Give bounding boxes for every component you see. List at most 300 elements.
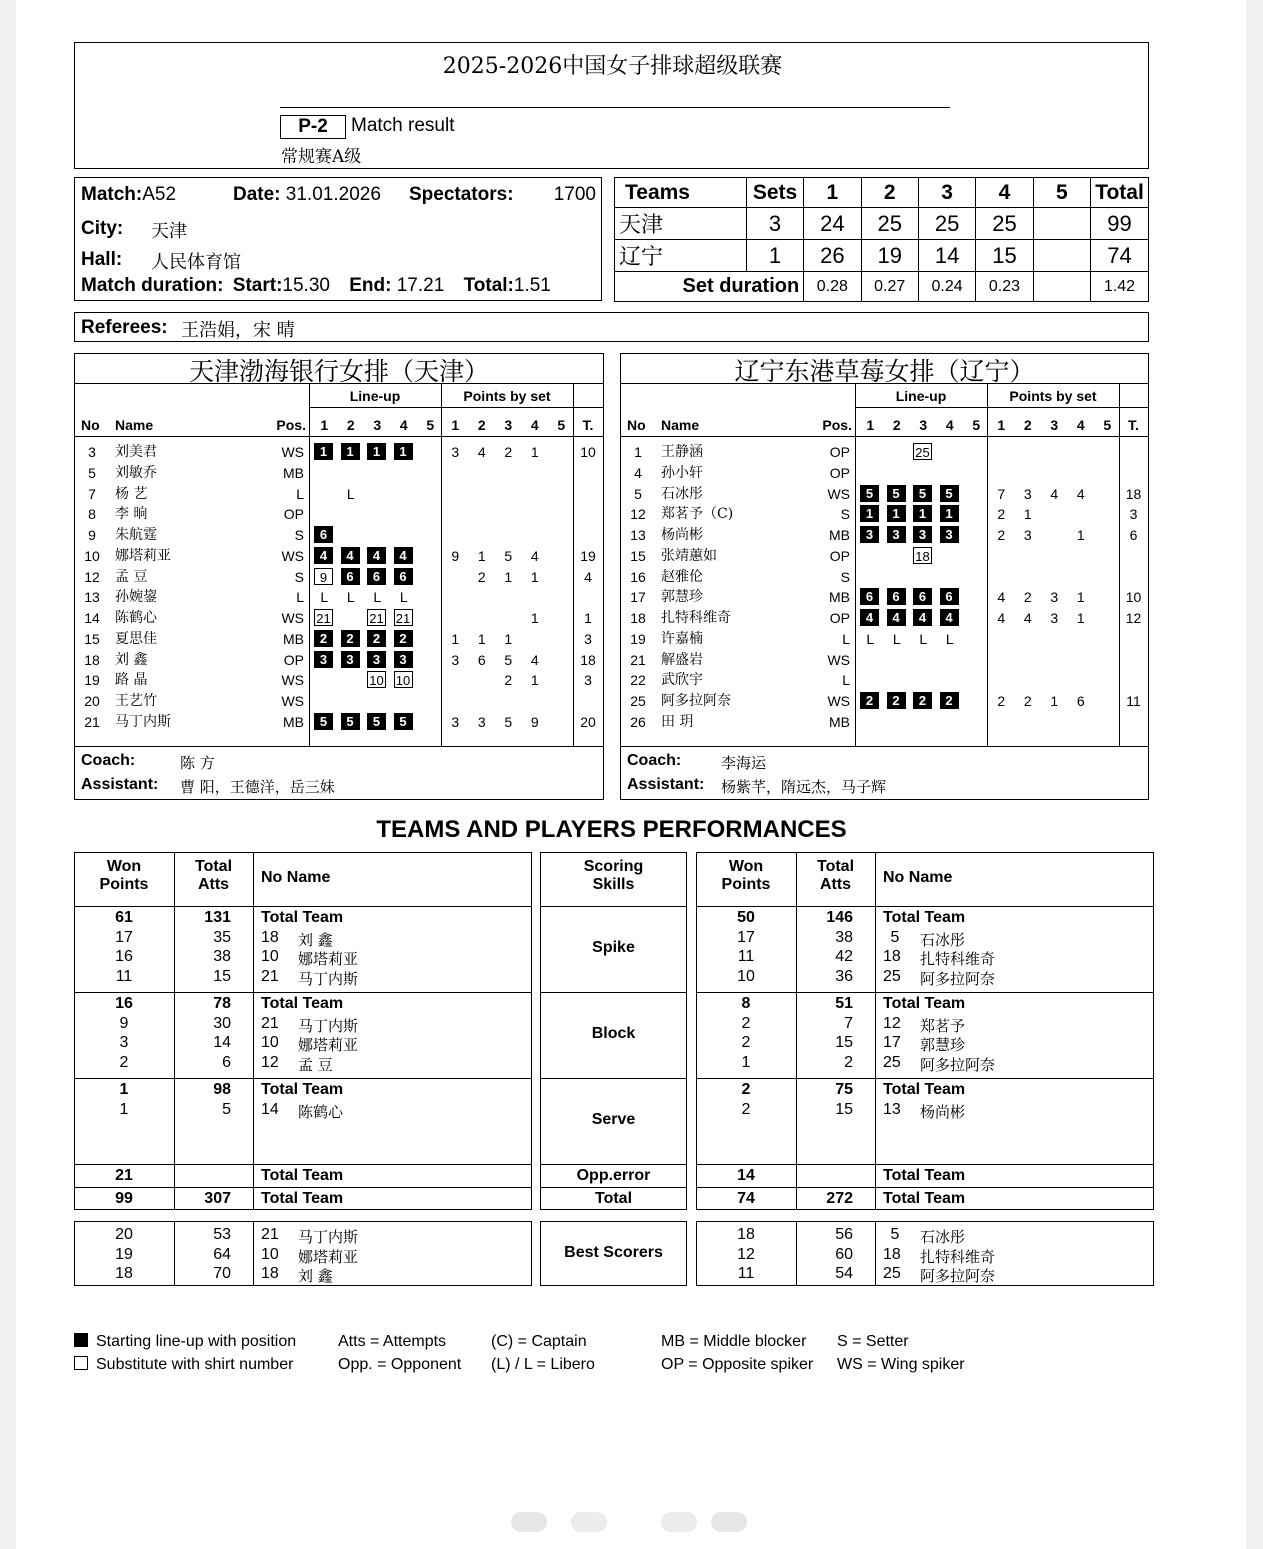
starting-position-box: 5 [367, 713, 386, 730]
level-label: 常规赛A级 [281, 147, 362, 167]
player-position: WS [281, 444, 304, 460]
player-total-points: 11 [1126, 693, 1141, 709]
set-points: 4 [1076, 485, 1085, 502]
won-points: 16 [115, 948, 133, 965]
won-points-header: Points [721, 876, 771, 893]
roster-rule [621, 383, 1148, 384]
points-set-header: 1 [997, 417, 1006, 433]
player-name: 阿多拉阿奈 [920, 969, 996, 988]
set-points: 1 [1076, 610, 1085, 626]
player-row [75, 670, 603, 690]
table-row-rule [540, 1078, 687, 1079]
set-points: 5 [504, 651, 513, 668]
points-set-header: 4 [530, 417, 539, 433]
table-column-rule [253, 1221, 254, 1286]
set-points: 1 [504, 568, 513, 585]
total-attempts: 60 [835, 1245, 853, 1263]
won-points: 11 [737, 1265, 755, 1282]
points-set-header: 5 [1103, 417, 1112, 433]
total-team-label: Total Team [883, 1081, 966, 1098]
player-number: 13 [883, 1100, 901, 1118]
won-points: 1 [119, 1100, 129, 1118]
player-number: 12 [883, 1014, 901, 1032]
player-row [75, 546, 603, 566]
set-points: 2 [1023, 693, 1032, 709]
set-duration-row: Set duration 0.28 0.27 0.24 0.23 1.42 [615, 272, 1149, 302]
legend-s: S = Setter [837, 1333, 909, 1350]
player-number: 12 [84, 568, 100, 585]
table-column-rule [875, 1221, 876, 1286]
set-points: 3 [1023, 527, 1032, 543]
legend-opp: Opp. = Opponent [338, 1356, 462, 1373]
starting-position-box: 6 [394, 568, 413, 585]
date-row: Date: 31.01.2026 [233, 184, 381, 205]
starting-position-box: 5 [887, 485, 906, 502]
starting-position-box: 6 [913, 588, 932, 605]
total-attempts: 78 [213, 995, 231, 1012]
league-title: 2025-2026中国女子排球超级联赛 [442, 54, 783, 79]
table-row-rule [540, 906, 687, 907]
won-points: 8 [741, 995, 751, 1012]
roster-rule [75, 436, 603, 437]
legend-op: OP = Opposite spiker [661, 1356, 814, 1373]
starting-position-box: 1 [341, 443, 360, 460]
player-position: MB [829, 713, 850, 730]
player-position: WS [827, 485, 850, 502]
player-number: 5 [634, 485, 642, 502]
starting-position-box: 3 [860, 526, 879, 543]
lineup-set-header: 5 [426, 417, 435, 433]
total-attempts: 5 [222, 1100, 231, 1118]
total-team-label: Total Team [261, 1167, 344, 1184]
player-number: 14 [84, 610, 100, 626]
player-position: L [296, 485, 304, 502]
starting-position-box: 1 [887, 505, 906, 522]
roster-rule [75, 746, 603, 747]
starting-position-box: 4 [394, 547, 413, 564]
player-name: 武欣宇 [661, 672, 703, 689]
player-number: 8 [88, 506, 96, 523]
won-points: 18 [737, 1226, 755, 1243]
lineup-header: Line-up [349, 388, 401, 404]
starting-position-box: 6 [314, 526, 333, 543]
player-position: L [296, 589, 304, 606]
no-header: No [627, 417, 646, 433]
set-points: 4 [997, 589, 1006, 606]
name-header: Name [115, 417, 154, 433]
player-row [621, 629, 1148, 649]
player-number: 25 [883, 1053, 901, 1071]
won-points: 19 [115, 1245, 133, 1263]
set-points: 2 [504, 672, 513, 689]
won-points: 11 [737, 948, 755, 965]
pos-header: Pos. [276, 417, 306, 433]
player-name: 刘敏乔 [115, 464, 157, 481]
substitute-number-box: 10 [394, 671, 413, 688]
won-points: 16 [115, 995, 133, 1012]
set-points: 1 [530, 444, 539, 460]
won-points-header: Points [99, 876, 149, 893]
won-points: 61 [115, 909, 133, 926]
player-name: 刘 鑫 [298, 1267, 333, 1285]
player-total-points: 10 [1125, 589, 1142, 606]
total-attempts: 6 [222, 1053, 231, 1071]
player-name: 刘 鑫 [115, 651, 148, 668]
player-name: 阿多拉阿奈 [661, 693, 731, 709]
won-points-header: Won [106, 858, 142, 875]
won-points: 1 [741, 1053, 751, 1071]
empty-square-icon [74, 1356, 88, 1370]
player-name: 郑茗予 [920, 1016, 966, 1035]
roster-rule [855, 407, 1148, 408]
player-row [75, 504, 603, 524]
player-name: 孙小轩 [661, 464, 703, 481]
starting-position-box: 2 [860, 692, 879, 709]
player-row [75, 567, 603, 587]
scoring-skills-header: Skills [592, 876, 635, 893]
set-points: 1 [477, 547, 486, 564]
starting-position-box: 3 [341, 651, 360, 668]
page-dot [571, 1512, 607, 1532]
player-position: OP [829, 464, 850, 481]
player-position: S [294, 568, 304, 585]
set-points: 4 [477, 444, 486, 460]
won-points: 10 [737, 967, 755, 985]
player-name: 田 玥 [661, 713, 694, 730]
total-attempts: 38 [213, 948, 231, 965]
filled-square-icon [74, 1333, 88, 1347]
total-attempts: 98 [213, 1081, 231, 1098]
won-points: 2 [741, 1034, 751, 1051]
player-name: 刘美君 [115, 444, 157, 460]
points-set-header: 3 [1050, 417, 1059, 433]
legend-substitute: Substitute with shirt number [74, 1356, 293, 1374]
total-attempts: 36 [835, 967, 853, 985]
player-total-points: 18 [580, 651, 596, 668]
total-attempts: 272 [826, 1190, 853, 1207]
lineup-set-header: 5 [972, 417, 981, 433]
roster-rule [621, 746, 1148, 747]
set-points: 1 [1023, 506, 1032, 523]
player-position: S [294, 527, 304, 543]
player-name: 杨尚彬 [661, 527, 703, 543]
player-number: 15 [84, 630, 100, 647]
total-attempts: 15 [835, 1100, 853, 1118]
roster-rule [621, 436, 1148, 437]
hall-value: 人民体育馆 [151, 252, 241, 273]
starting-position-box: 4 [341, 547, 360, 564]
player-name: 娜塔莉亚 [298, 1247, 359, 1266]
starting-position-box: 2 [940, 692, 959, 709]
starting-position-box: 2 [314, 630, 333, 647]
lineup-set-header: 1 [320, 417, 329, 433]
player-row [621, 484, 1148, 504]
starting-position-box: 2 [887, 692, 906, 709]
set-points: 2 [997, 527, 1006, 543]
player-number: 3 [88, 444, 96, 460]
player-total-points: 18 [1125, 485, 1142, 502]
starting-position-box: 1 [394, 443, 413, 460]
total-header: T. [582, 417, 594, 433]
starting-position-box: 4 [314, 547, 333, 564]
won-points: 2 [119, 1053, 129, 1071]
duration-row: Match duration: Start:15.30 End: 17.21 Total:1.51 [81, 275, 551, 296]
player-number: 21 [261, 1226, 279, 1243]
starting-position-box: 5 [314, 713, 333, 730]
player-row [75, 525, 603, 545]
total-team-label: Total Team [883, 1190, 966, 1207]
home-roster [74, 353, 604, 800]
player-name: 杨尚彬 [920, 1102, 966, 1121]
player-name: 夏思佳 [115, 630, 157, 647]
set-points: 5 [504, 713, 513, 730]
starting-position-box: 3 [913, 526, 932, 543]
no-header: No [81, 417, 100, 433]
player-row [75, 691, 603, 711]
player-position: L [842, 672, 850, 689]
header-box [74, 42, 1149, 169]
referees-value: 王浩娟，宋 晴 [181, 320, 295, 341]
won-points: 2 [741, 1100, 751, 1118]
starting-position-box: 4 [913, 609, 932, 626]
player-name: 马丁内斯 [298, 969, 359, 988]
player-number: 14 [261, 1100, 279, 1118]
player-row [621, 670, 1148, 690]
total-attempts: 146 [826, 909, 853, 926]
libero-marker: L [919, 630, 928, 647]
starting-position-box: 3 [940, 526, 959, 543]
set-points: 1 [1076, 527, 1085, 543]
starting-position-box: 1 [860, 505, 879, 522]
player-number: 22 [630, 672, 646, 689]
table-row-rule [540, 1164, 687, 1165]
player-row [621, 504, 1148, 524]
player-total-points: 3 [584, 672, 592, 689]
player-number: 17 [630, 589, 646, 606]
libero-marker: L [346, 589, 355, 606]
starting-position-box: 5 [394, 713, 413, 730]
skill-opp_error-label: Opp.error [576, 1167, 651, 1184]
assistant-names: 杨紫芊，隋远杰，马子辉 [721, 778, 887, 796]
starting-position-box: 6 [887, 588, 906, 605]
player-number: 5 [890, 928, 900, 946]
starting-position-box: 1 [314, 443, 333, 460]
points-header: Points by set [1009, 388, 1097, 404]
player-name: 郑茗予（C) [661, 506, 734, 523]
set-points: 2 [1023, 589, 1032, 606]
player-row [621, 546, 1148, 566]
team-name: 辽宁 [615, 240, 747, 272]
lineup-header: Line-up [895, 388, 947, 404]
player-name: 王艺竹 [115, 693, 157, 709]
player-name: 郭慧珍 [920, 1036, 966, 1054]
player-position: MB [829, 589, 850, 606]
starting-position-box: 5 [860, 485, 879, 502]
player-number: 19 [630, 630, 646, 647]
skill-total-label: Total [594, 1190, 633, 1207]
total-atts-header: Total [816, 858, 855, 875]
substitute-number-box: 25 [913, 443, 932, 460]
lineup-set-header: 1 [866, 417, 875, 433]
set-points: 2 [997, 693, 1006, 709]
total-attempts: 38 [835, 928, 853, 946]
set-points: 4 [1023, 610, 1032, 626]
player-name: 李 晌 [115, 506, 148, 523]
starting-position-box: 3 [394, 651, 413, 668]
player-row [75, 608, 603, 628]
player-number: 18 [630, 610, 646, 626]
coach-label: Coach: [81, 752, 136, 769]
player-number: 12 [261, 1053, 279, 1071]
player-name: 娜塔莉亚 [298, 1036, 359, 1054]
starting-position-box: 6 [367, 568, 386, 585]
won-points-header: Won [728, 858, 764, 875]
coach-name: 李海运 [721, 754, 767, 772]
player-number: 10 [261, 948, 279, 965]
player-position: OP [283, 506, 304, 523]
player-name: 王静涵 [661, 444, 703, 460]
total-attempts: 14 [213, 1034, 231, 1051]
starting-position-box: 3 [314, 651, 333, 668]
set-points: 2 [477, 568, 486, 585]
total-atts-header: Atts [819, 876, 852, 893]
total-attempts: 51 [835, 995, 853, 1012]
player-position: OP [829, 610, 850, 626]
table-row-rule [74, 1164, 532, 1165]
total-attempts: 54 [835, 1265, 853, 1282]
player-name: 赵雅伦 [661, 568, 703, 585]
table-row-rule [696, 992, 1154, 993]
set-points: 3 [477, 713, 486, 730]
total-time: 1.51 [513, 275, 551, 296]
player-total-points: 19 [580, 547, 596, 564]
points-set-header: 5 [557, 417, 566, 433]
start-time: 15.30 [282, 275, 330, 296]
player-name: 陈鹤心 [298, 1102, 344, 1121]
player-position: WS [281, 610, 304, 626]
match-number: A52 [142, 184, 177, 205]
libero-marker: L [866, 630, 875, 647]
total-team-label: Total Team [261, 909, 344, 926]
player-total-points: 3 [584, 630, 592, 647]
libero-marker: L [346, 485, 355, 502]
player-position: S [840, 506, 850, 523]
total-header: T. [1128, 417, 1139, 433]
player-row [621, 463, 1148, 483]
total-attempts: 35 [213, 928, 231, 946]
assistant-label: Assistant: [81, 776, 159, 793]
player-row [75, 587, 603, 607]
player-number: 7 [88, 485, 96, 502]
player-name: 扎特科维奇 [920, 950, 996, 968]
player-name: 孟 豆 [115, 568, 148, 585]
points-set-header: 2 [477, 417, 486, 433]
legend-libero: (L) / L = Libero [491, 1356, 595, 1373]
total-attempts: 64 [213, 1245, 231, 1263]
page-dot [661, 1512, 697, 1532]
libero-marker: L [373, 589, 382, 606]
player-position: MB [283, 464, 304, 481]
player-number: 10 [261, 1245, 279, 1263]
set-points: 3 [1050, 589, 1059, 606]
player-position: OP [283, 651, 304, 668]
starting-position-box: 5 [913, 485, 932, 502]
set-points: 1 [1076, 589, 1085, 606]
skill-block-label: Block [591, 1025, 636, 1042]
total-attempts: 53 [213, 1226, 231, 1243]
player-name: 阿多拉阿奈 [920, 1055, 996, 1074]
player-name: 扎特科维奇 [661, 610, 731, 626]
starting-position-box: 6 [940, 588, 959, 605]
player-position: WS [827, 693, 850, 709]
lineup-set-header: 4 [399, 417, 408, 433]
total-atts-header: Total [194, 858, 233, 875]
total-team-label: Total Team [883, 1167, 966, 1184]
player-total-points: 4 [584, 568, 592, 585]
set-points: 4 [530, 651, 539, 668]
libero-marker: L [945, 630, 954, 647]
scoreboard-header: Teams Sets 1 2 3 4 5 Total [615, 178, 1149, 208]
player-number: 20 [84, 693, 100, 709]
scoring-skills-header: Scoring [583, 858, 644, 875]
player-position: L [842, 630, 850, 647]
city-value: 天津 [151, 221, 187, 242]
skill-spike-label: Spike [592, 939, 635, 956]
set-points: 4 [997, 610, 1006, 626]
set-points: 1 [1050, 693, 1059, 709]
starting-position-box: 6 [341, 568, 360, 585]
player-position: WS [281, 672, 304, 689]
set-points: 2 [997, 506, 1006, 523]
player-row [75, 484, 603, 504]
set-points: 4 [1050, 485, 1059, 502]
table-row-rule [696, 1078, 1154, 1079]
won-points: 2 [741, 1014, 751, 1032]
player-row [621, 691, 1148, 711]
set-points: 1 [530, 672, 539, 689]
player-number: 25 [883, 967, 901, 985]
total-attempts: 7 [844, 1014, 853, 1032]
total-team-label: Total Team [261, 1190, 344, 1207]
libero-marker: L [320, 589, 329, 606]
won-points: 17 [737, 928, 755, 946]
substitute-number-box: 21 [394, 609, 413, 626]
table-row-rule [74, 906, 532, 907]
player-position: S [840, 568, 850, 585]
player-number: 13 [84, 589, 100, 606]
set-points: 1 [477, 630, 486, 647]
player-number: 21 [261, 967, 279, 985]
spectators-label: Spectators: [409, 184, 514, 205]
player-number: 13 [630, 527, 646, 543]
player-row [621, 525, 1148, 545]
roster-rule [309, 407, 603, 408]
roster-team-name: 天津渤海银行女排（天津） [188, 357, 489, 386]
won-points: 74 [737, 1190, 755, 1207]
substitute-number-box: 9 [314, 568, 333, 585]
player-number: 10 [261, 1034, 279, 1051]
player-name: 许嘉楠 [661, 630, 703, 647]
player-name: 孟 豆 [298, 1055, 333, 1074]
starting-position-box: 3 [887, 526, 906, 543]
table-row-rule [696, 1164, 1154, 1165]
player-position: WS [281, 693, 304, 709]
table-row-rule [74, 992, 532, 993]
set-points: 6 [477, 651, 486, 668]
libero-marker: L [399, 589, 408, 606]
starting-position-box: 2 [913, 692, 932, 709]
total-team-label: Total Team [261, 1081, 344, 1098]
